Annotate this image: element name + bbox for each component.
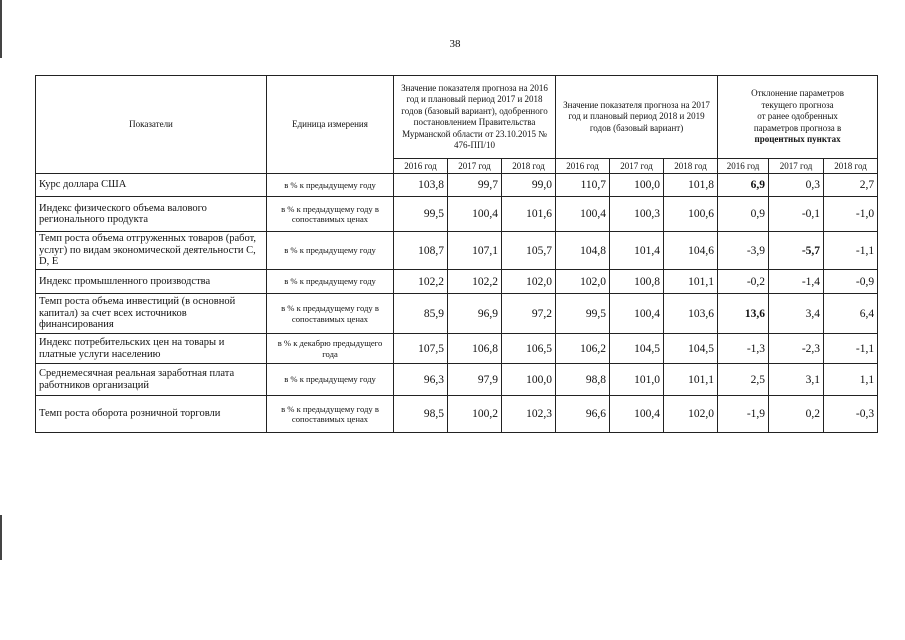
deviation-bold-line: процентных пунктах: [754, 134, 841, 145]
value-cell: 100,0: [610, 174, 664, 197]
deviation-cell: -5,7: [769, 232, 824, 270]
value-cell: 100,8: [610, 270, 664, 294]
deviation-cell: 6,9: [718, 174, 769, 197]
value-cell: 100,0: [502, 364, 556, 396]
value-cell: 100,4: [556, 197, 610, 232]
header-group-deviation: [718, 76, 878, 159]
value-cell: 85,9: [394, 294, 448, 334]
value-cell: 99,7: [448, 174, 502, 197]
indicator-name: Индекс потребительских цен на товары и платные услуги населению: [36, 334, 267, 364]
value-cell: 104,5: [610, 334, 664, 364]
value-cell: 100,4: [610, 294, 664, 334]
value-cell: 103,6: [664, 294, 718, 334]
table-row: [36, 232, 878, 270]
value-cell: 106,2: [556, 334, 610, 364]
header-group-approved: Значение показателя прогноза на 2016 год и плановый период 2017 и 2018 годов (базовый вариант), одобренного постановлением Правительства Мурманской области от 23.10.2015 № 476-ПП/10: [394, 76, 556, 159]
deviation-cell: -0,2: [718, 270, 769, 294]
deviation-cell: -2,3: [769, 334, 824, 364]
value-cell: 106,5: [502, 334, 556, 364]
deviation-line-2: текущего прогноза: [761, 99, 834, 110]
value-cell: 101,6: [502, 197, 556, 232]
indicator-name: Темп роста объема отгруженных товаров (работ, услуг) по видам экономической деятельности C, D, E: [36, 232, 267, 270]
deviation-cell: 0,3: [769, 174, 824, 197]
value-cell: 101,0: [610, 364, 664, 396]
table-row: [36, 270, 878, 294]
deviation-cell: -0,1: [769, 197, 824, 232]
value-cell: 99,0: [502, 174, 556, 197]
deviation-cell: -0,9: [824, 270, 878, 294]
year-header: 2016 год: [718, 159, 769, 174]
unit-cell: в % к предыдущему году: [267, 232, 394, 270]
value-cell: 102,3: [502, 396, 556, 433]
year-header: 2017 год: [610, 159, 664, 174]
deviation-cell: -0,3: [824, 396, 878, 433]
value-cell: 99,5: [556, 294, 610, 334]
value-cell: 100,4: [610, 396, 664, 433]
deviation-cell: 3,4: [769, 294, 824, 334]
value-cell: 100,6: [664, 197, 718, 232]
value-cell: 100,3: [610, 197, 664, 232]
value-cell: 107,5: [394, 334, 448, 364]
deviation-cell: 13,6: [718, 294, 769, 334]
value-cell: 100,4: [448, 197, 502, 232]
value-cell: 100,2: [448, 396, 502, 433]
unit-cell: в % к предыдущему году: [267, 364, 394, 396]
unit-cell: в % к предыдущему году в сопоставимых ценах: [267, 197, 394, 232]
deviation-cell: -1,1: [824, 334, 878, 364]
header-group-current: Значение показателя прогноза на 2017 год и плановый период 2018 и 2019 годов (базовый вариант): [556, 76, 718, 159]
value-cell: 96,6: [556, 396, 610, 433]
deviation-line-3: от ранее одобренных: [757, 111, 838, 122]
year-header: 2018 год: [664, 159, 718, 174]
scan-edge-mark-top: [0, 0, 2, 58]
value-cell: 110,7: [556, 174, 610, 197]
value-cell: 102,0: [664, 396, 718, 433]
value-cell: 98,5: [394, 396, 448, 433]
value-cell: 102,2: [394, 270, 448, 294]
value-cell: 104,8: [556, 232, 610, 270]
value-cell: 97,9: [448, 364, 502, 396]
year-header: 2016 год: [394, 159, 448, 174]
value-cell: 107,1: [448, 232, 502, 270]
deviation-cell: 6,4: [824, 294, 878, 334]
deviation-cell: 2,7: [824, 174, 878, 197]
year-header: 2017 год: [769, 159, 824, 174]
value-cell: 105,7: [502, 232, 556, 270]
table-row: [36, 364, 878, 396]
table-row: [36, 197, 878, 232]
unit-cell: в % к предыдущему году в сопоставимых ценах: [267, 396, 394, 433]
table-row: [36, 396, 878, 433]
value-cell: 96,3: [394, 364, 448, 396]
deviation-cell: -1,0: [824, 197, 878, 232]
value-cell: 104,5: [664, 334, 718, 364]
value-cell: 104,6: [664, 232, 718, 270]
year-header: 2018 год: [502, 159, 556, 174]
forecast-table: [35, 75, 878, 433]
value-cell: 98,8: [556, 364, 610, 396]
indicator-name: Индекс физического объема валового регионального продукта: [36, 197, 267, 232]
deviation-cell: -1,4: [769, 270, 824, 294]
value-cell: 102,2: [448, 270, 502, 294]
value-cell: 101,1: [664, 270, 718, 294]
deviation-cell: -1,3: [718, 334, 769, 364]
table-row: [36, 174, 878, 197]
deviation-cell: -3,9: [718, 232, 769, 270]
year-header: 2016 год: [556, 159, 610, 174]
unit-cell: в % к предыдущему году: [267, 174, 394, 197]
value-cell: 99,5: [394, 197, 448, 232]
value-cell: 101,4: [610, 232, 664, 270]
deviation-cell: 1,1: [824, 364, 878, 396]
value-cell: 108,7: [394, 232, 448, 270]
page-number: 38: [449, 38, 461, 50]
value-cell: 101,8: [664, 174, 718, 197]
deviation-line-4: параметров прогноза в: [753, 122, 842, 133]
scan-edge-mark-bottom: [0, 515, 2, 560]
header-indicators: Показатели: [36, 76, 267, 174]
unit-cell: в % к предыдущему году: [267, 270, 394, 294]
indicator-name: Темп роста оборота розничной торговли: [36, 396, 267, 433]
deviation-cell: 0,2: [769, 396, 824, 433]
header-row: [36, 76, 878, 159]
value-cell: 97,2: [502, 294, 556, 334]
year-header: 2017 год: [448, 159, 502, 174]
deviation-cell: 3,1: [769, 364, 824, 396]
value-cell: 106,8: [448, 334, 502, 364]
indicator-name: Курс доллара США: [36, 174, 267, 197]
deviation-line-1: Отклонение параметров: [751, 88, 844, 99]
unit-cell: в % к декабрю предыдущего года: [267, 334, 394, 364]
unit-cell: в % к предыдущему году в сопоставимых ценах: [267, 294, 394, 334]
value-cell: 102,0: [502, 270, 556, 294]
table-row: [36, 334, 878, 364]
deviation-cell: -1,9: [718, 396, 769, 433]
indicator-name: Темп роста объема инвестиций (в основной капитал) за счет всех источников финансирования: [36, 294, 267, 334]
value-cell: 101,1: [664, 364, 718, 396]
deviation-cell: 2,5: [718, 364, 769, 396]
value-cell: 103,8: [394, 174, 448, 197]
indicator-name: Индекс промышленного производства: [36, 270, 267, 294]
header-unit: Единица измерения: [267, 76, 394, 174]
value-cell: 96,9: [448, 294, 502, 334]
table-row: [36, 294, 878, 334]
year-header: 2018 год: [824, 159, 878, 174]
value-cell: 102,0: [556, 270, 610, 294]
deviation-cell: -1,1: [824, 232, 878, 270]
indicator-name: Среднемесячная реальная заработная плата работников организаций: [36, 364, 267, 396]
deviation-cell: 0,9: [718, 197, 769, 232]
